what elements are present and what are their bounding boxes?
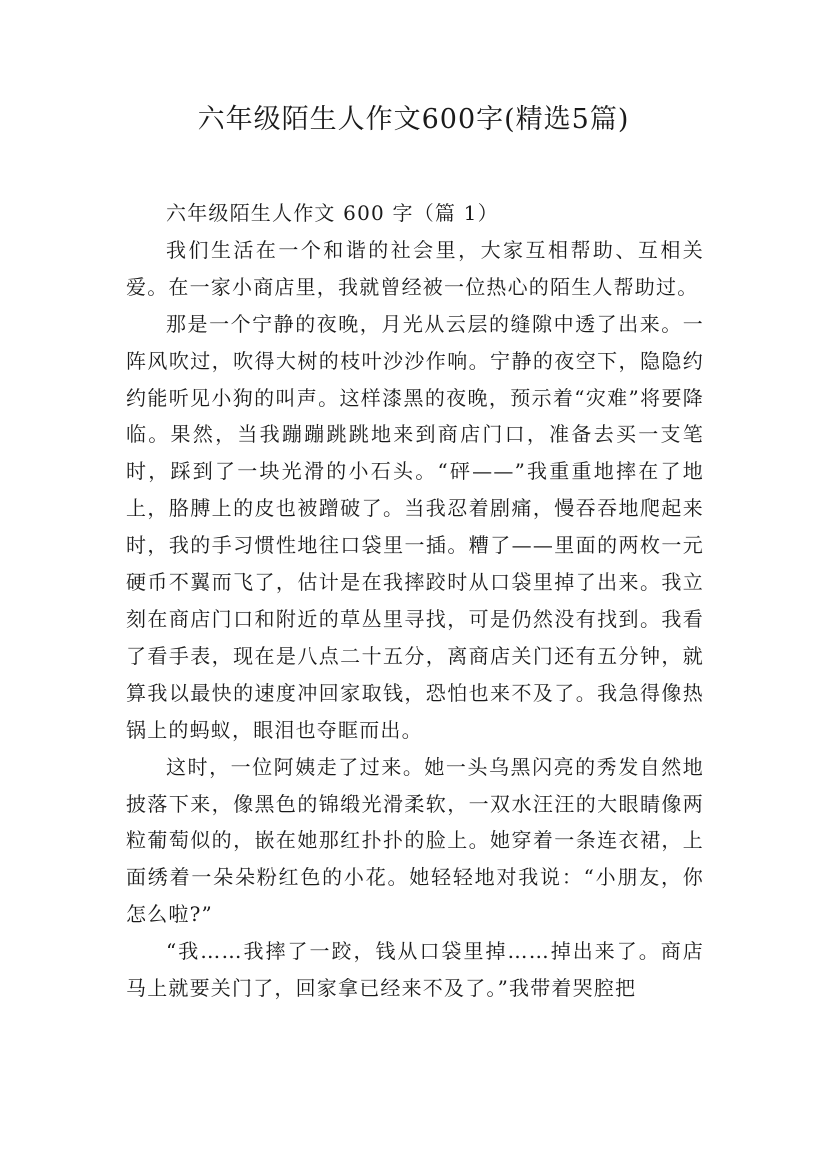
article-body <box>126 195 704 1007</box>
paragraph: “我……我摔了一跤，钱从口袋里掉……掉出来了。商店马上就要关门了，回家拿已经来不及了。”我带着哭腔把 <box>126 939 704 1001</box>
paragraph: 那是一个宁静的夜晚，月光从云层的缝隙中透了出来。一阵风吹过，吹得大树的枝叶沙沙作响。宁静的夜空下，隐隐约约能听见小狗的叫声。这样漆黑的夜晚，预示着“灾难”将要降临。果然，当我蹦蹦跳跳地来到商店门口，准备去买一支笔时，踩到了一块光滑的小石头。“砰——”我重重地摔在了地上，胳膊上的皮也被蹭破了。当我忍着剧痛，慢吞吞地爬起来时，我的手习惯性地往口袋里一插。糟了——里面的两枚一元硬币不翼而飞了，估计是在我摔跤时从口袋里掉了出来。我立刻在商店门口和附近的草丛里寻找，可是仍然没有找到。我看了看手表，现在是八点二十五分，离商店关门还有五分钟，就算我以最快的速度冲回家取钱，恐怕也来不及了。我急得像热锅上的蚂蚁，眼泪也夺眶而出。 <box>126 311 704 742</box>
section-heading: 六年级陌生人作文 600 字（篇 1） <box>166 201 499 225</box>
document-title: 六年级陌生人作文600字(精选5篇) <box>197 104 630 135</box>
paragraph: 这时，一位阿姨走了过来。她一头乌黑闪亮的秀发自然地披落下来，像黑色的锦缎光滑柔软，一双水汪汪的大眼睛像两粒葡萄似的，嵌在她那红扑扑的脸上。她穿着一条连衣裙，上面绣着一朵朵粉红色的小花。她轻轻地对我说：“小朋友，你怎么啦?” <box>126 754 704 927</box>
paragraph: 我们生活在一个和谐的社会里，大家互相帮助、互相关爱。在一家小商店里，我就曾经被一位热心的陌生人帮助过。 <box>126 237 704 299</box>
